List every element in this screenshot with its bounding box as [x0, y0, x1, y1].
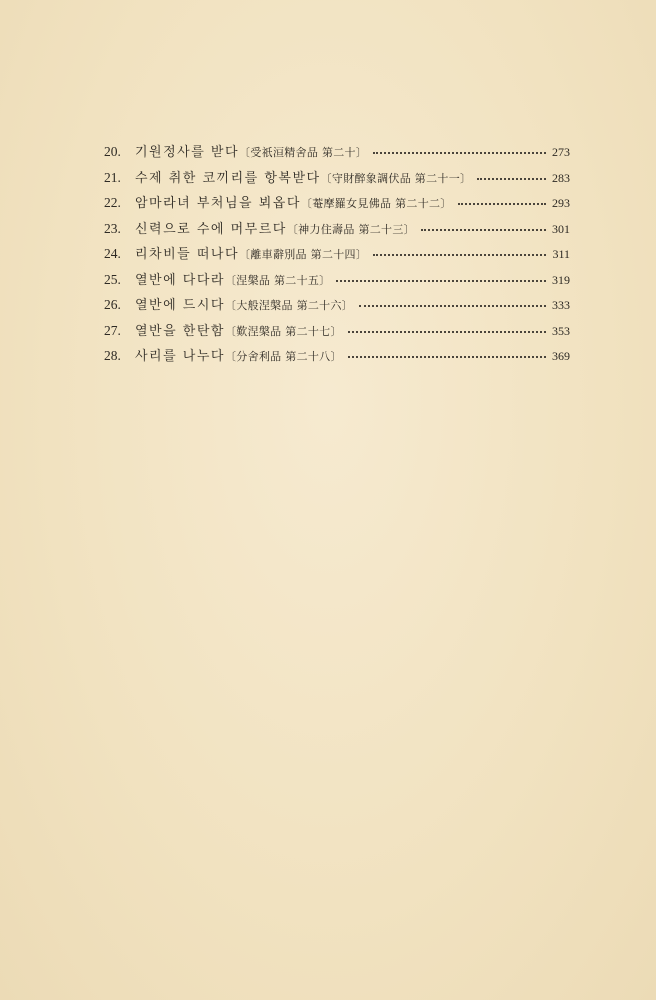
entry-page-number: 283 [552, 170, 570, 185]
entry-hanja-title: 〔分舍利品 第二十八〕 [224, 350, 342, 363]
entry-hanja-title: 〔守財醉象調伏品 第二十一〕 [320, 171, 472, 185]
toc-entry-22 [104, 190, 570, 216]
entry-number: 20. [104, 144, 121, 159]
entry-title: 리차비들 떠나다 [135, 247, 240, 262]
entry-hanja-title: 〔歎涅槃品 第二十七〕 [224, 324, 342, 338]
dot-leader [348, 324, 546, 337]
entry-number: 21. [104, 169, 121, 185]
entry-title: 암마라녀 부처님을 뵈옵다 [135, 196, 301, 211]
entry-title: 열반에 다다라 [135, 272, 225, 288]
entry-hanja-title: 〔受祇洹精舍品 第二十〕 [239, 146, 368, 159]
entry-number: 25. [104, 271, 121, 287]
entry-number: 22. [104, 195, 121, 210]
dot-leader [336, 273, 546, 286]
entry-hanja-title: 〔神力住壽品 第二十三〕 [286, 222, 415, 236]
dot-leader [458, 196, 546, 209]
entry-number: 27. [104, 322, 121, 338]
entry-hanja-title: 〔離車辭別品 第二十四〕 [239, 248, 368, 261]
entry-number: 24. [104, 246, 121, 261]
dot-leader [373, 247, 546, 260]
toc-entry-25 [104, 267, 570, 293]
entry-number: 23. [104, 220, 121, 236]
dot-leader [477, 171, 546, 184]
entry-title: 수제 취한 코끼리를 항복받다 [135, 170, 321, 186]
entry-number: 26. [104, 297, 121, 312]
entry-title: 기원정사를 받다 [135, 145, 240, 160]
entry-page-number: 301 [552, 221, 570, 236]
entry-number: 28. [104, 348, 121, 363]
toc-entry-21 [104, 165, 570, 191]
entry-page-number: 353 [552, 323, 570, 338]
table-of-contents [104, 139, 570, 369]
entry-hanja-title: 〔菴摩羅女見佛品 第二十二〕 [300, 197, 452, 210]
dot-leader [348, 349, 546, 362]
entry-title: 열반에 드시다 [135, 298, 225, 313]
entry-page-number: 311 [552, 247, 570, 261]
toc-entry-28 [104, 343, 570, 369]
entry-hanja-title: 〔大般涅槃品 第二十六〕 [224, 299, 354, 312]
entry-page-number: 333 [552, 298, 570, 312]
dot-leader [373, 145, 546, 158]
entry-page-number: 273 [552, 145, 570, 159]
entry-page-number: 293 [552, 196, 570, 210]
entry-page-number: 369 [552, 349, 570, 363]
dot-leader [421, 222, 546, 235]
entry-title: 사리를 나누다 [135, 349, 225, 364]
dot-leader [359, 298, 546, 311]
toc-entry-27 [104, 318, 570, 344]
toc-entry-20 [104, 139, 570, 165]
entry-title: 신력으로 수에 머무르다 [135, 221, 287, 237]
entry-page-number: 319 [552, 272, 570, 287]
toc-entry-23 [104, 216, 570, 242]
entry-title: 열반을 한탄함 [135, 323, 225, 339]
toc-entry-24 [104, 241, 570, 267]
toc-entry-26 [104, 292, 570, 318]
entry-hanja-title: 〔涅槃品 第二十五〕 [224, 273, 331, 287]
